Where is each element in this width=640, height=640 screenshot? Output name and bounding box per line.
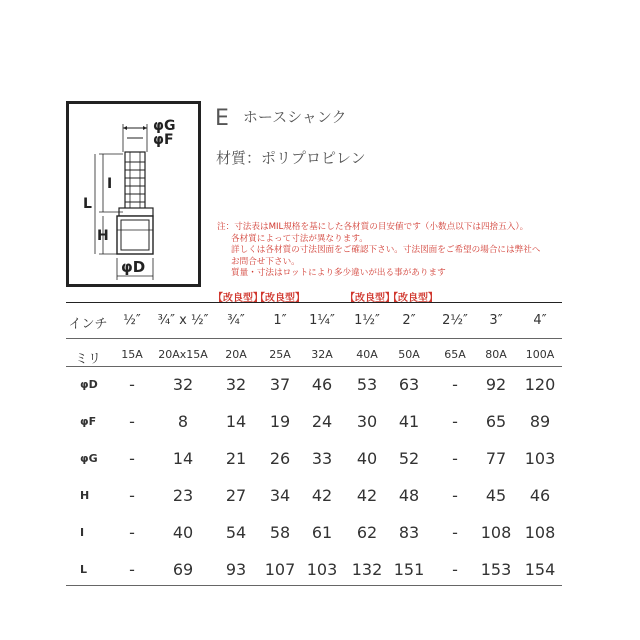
table-cell: - [129, 486, 135, 505]
table-cell: 46 [311, 375, 333, 394]
product-letter: E [215, 106, 229, 131]
table-cell: 14 [172, 449, 194, 468]
table-cell: 14 [225, 412, 247, 431]
inch-cell: 1¼″ [309, 313, 335, 328]
table-cell: - [452, 486, 458, 505]
table-cell: - [452, 375, 458, 394]
table-cell: 54 [225, 523, 247, 542]
table-cell: - [129, 412, 135, 431]
note-line: 詳しくは各材質の寸法図面をご確認下さい。寸法図面をご希望の場合には弊社へ [231, 245, 541, 256]
product-material: 材質：ポリプロピレン [216, 149, 366, 167]
mm-cell: 50A [398, 348, 420, 361]
table-cell: - [129, 560, 135, 579]
hose-shank-diagram [66, 101, 201, 287]
mm-cell: 80A [485, 348, 507, 361]
label-f: φF [153, 132, 174, 148]
table-cell: 23 [172, 486, 194, 505]
table-cell: 30 [356, 412, 378, 431]
table-cell: 93 [225, 560, 247, 579]
table-cell: - [452, 449, 458, 468]
row-label-h: H [80, 489, 90, 502]
table-cell: 108 [524, 523, 556, 542]
inch-cell: ¾″ x ½″ [157, 313, 209, 328]
table-cell: 108 [480, 523, 512, 542]
improved-badge: 【改良型】 [388, 293, 438, 304]
table-header-rule [66, 366, 562, 367]
table-cell: 32 [172, 375, 194, 394]
table-cell: 42 [356, 486, 378, 505]
table-cell: 46 [529, 486, 551, 505]
mm-cell: 40A [356, 348, 378, 361]
inch-cell: 3″ [489, 313, 503, 328]
table-cell: 8 [177, 412, 189, 431]
table-cell: 52 [398, 449, 420, 468]
table-cell: 27 [225, 486, 247, 505]
inch-cell: 4″ [533, 313, 547, 328]
row-label-g: φG [80, 452, 98, 465]
inch-cell: 1½″ [354, 313, 380, 328]
label-g: φG [153, 118, 176, 134]
table-cell: 107 [264, 560, 296, 579]
table-cell: 24 [311, 412, 333, 431]
product-title [215, 106, 347, 131]
note-line: 各材質によって寸法が異なります。 [231, 233, 368, 244]
table-cell: 132 [351, 560, 383, 579]
mm-cell: 32A [311, 348, 333, 361]
hose-shank-drawing [69, 104, 199, 284]
table-cell: 103 [524, 449, 556, 468]
table-cell: 26 [269, 449, 291, 468]
table-header-rule [66, 338, 562, 339]
table-bottom-rule [66, 585, 562, 586]
row-label-l: L [80, 563, 88, 576]
table-top-rule [66, 302, 562, 303]
table-cell: 92 [485, 375, 507, 394]
label-h: H [97, 228, 109, 244]
mm-cell: 25A [269, 348, 291, 361]
improved-badge: 【改良型】 [345, 293, 395, 304]
table-cell: 19 [269, 412, 291, 431]
table-cell: 77 [485, 449, 507, 468]
inch-cell: ¾″ [227, 313, 245, 328]
inch-cell: 2″ [402, 313, 416, 328]
table-cell: 32 [225, 375, 247, 394]
table-cell: 154 [524, 560, 556, 579]
table-cell: 40 [172, 523, 194, 542]
table-cell: - [129, 375, 135, 394]
inch-cell: ½″ [123, 313, 141, 328]
mm-cell: 15A [121, 348, 143, 361]
table-cell: 34 [269, 486, 291, 505]
improved-badge: 【改良型】 [255, 293, 305, 304]
note-line: お問合せ下さい。 [231, 256, 300, 267]
table-cell: 62 [356, 523, 378, 542]
table-cell: 42 [311, 486, 333, 505]
table-cell: 53 [356, 375, 378, 394]
table-cell: - [129, 523, 135, 542]
table-cell: 45 [485, 486, 507, 505]
mm-cell: 20A [225, 348, 247, 361]
product-name: ホースシャンク [242, 108, 347, 126]
table-cell: - [129, 449, 135, 468]
table-cell: 120 [524, 375, 556, 394]
table-cell: 89 [529, 412, 551, 431]
inch-cell: 1″ [273, 313, 287, 328]
row-label-d: φD [80, 378, 98, 391]
table-cell: 151 [393, 560, 425, 579]
inch-row-label: インチ [68, 317, 108, 332]
label-l: L [83, 196, 92, 212]
table-cell: 37 [269, 375, 291, 394]
row-label-f: φF [80, 415, 97, 428]
inch-cell: 2½″ [442, 313, 468, 328]
label-d: φD [121, 258, 146, 276]
table-cell: 153 [480, 560, 512, 579]
note-line: 質量・寸法はロットにより多少違いが出る事があります [231, 268, 446, 279]
label-i: I [107, 176, 113, 192]
table-cell: 33 [311, 449, 333, 468]
table-cell: 63 [398, 375, 420, 394]
table-cell: - [452, 560, 458, 579]
table-cell: 65 [485, 412, 507, 431]
mm-cell: 100A [525, 348, 555, 361]
table-cell: 83 [398, 523, 420, 542]
table-cell: 103 [306, 560, 338, 579]
table-cell: - [452, 412, 458, 431]
notes-block [217, 222, 540, 280]
mm-cell: 20Ax15A [158, 348, 208, 361]
table-cell: 21 [225, 449, 247, 468]
table-cell: 48 [398, 486, 420, 505]
table-cell: 40 [356, 449, 378, 468]
table-cell: 61 [311, 523, 333, 542]
table-cell: - [452, 523, 458, 542]
mm-row-label: ミリ [74, 352, 102, 367]
table-cell: 69 [172, 560, 194, 579]
row-label-i: I [80, 526, 85, 539]
table-cell: 58 [269, 523, 291, 542]
table-cell: 41 [398, 412, 420, 431]
note-line: 注：寸法表はMIL規格を基にした各材質の目安値です（小数点以下は四捨五入）。 [217, 222, 529, 232]
mm-cell: 65A [444, 348, 466, 361]
improved-badge: 【改良型】 [213, 293, 263, 304]
